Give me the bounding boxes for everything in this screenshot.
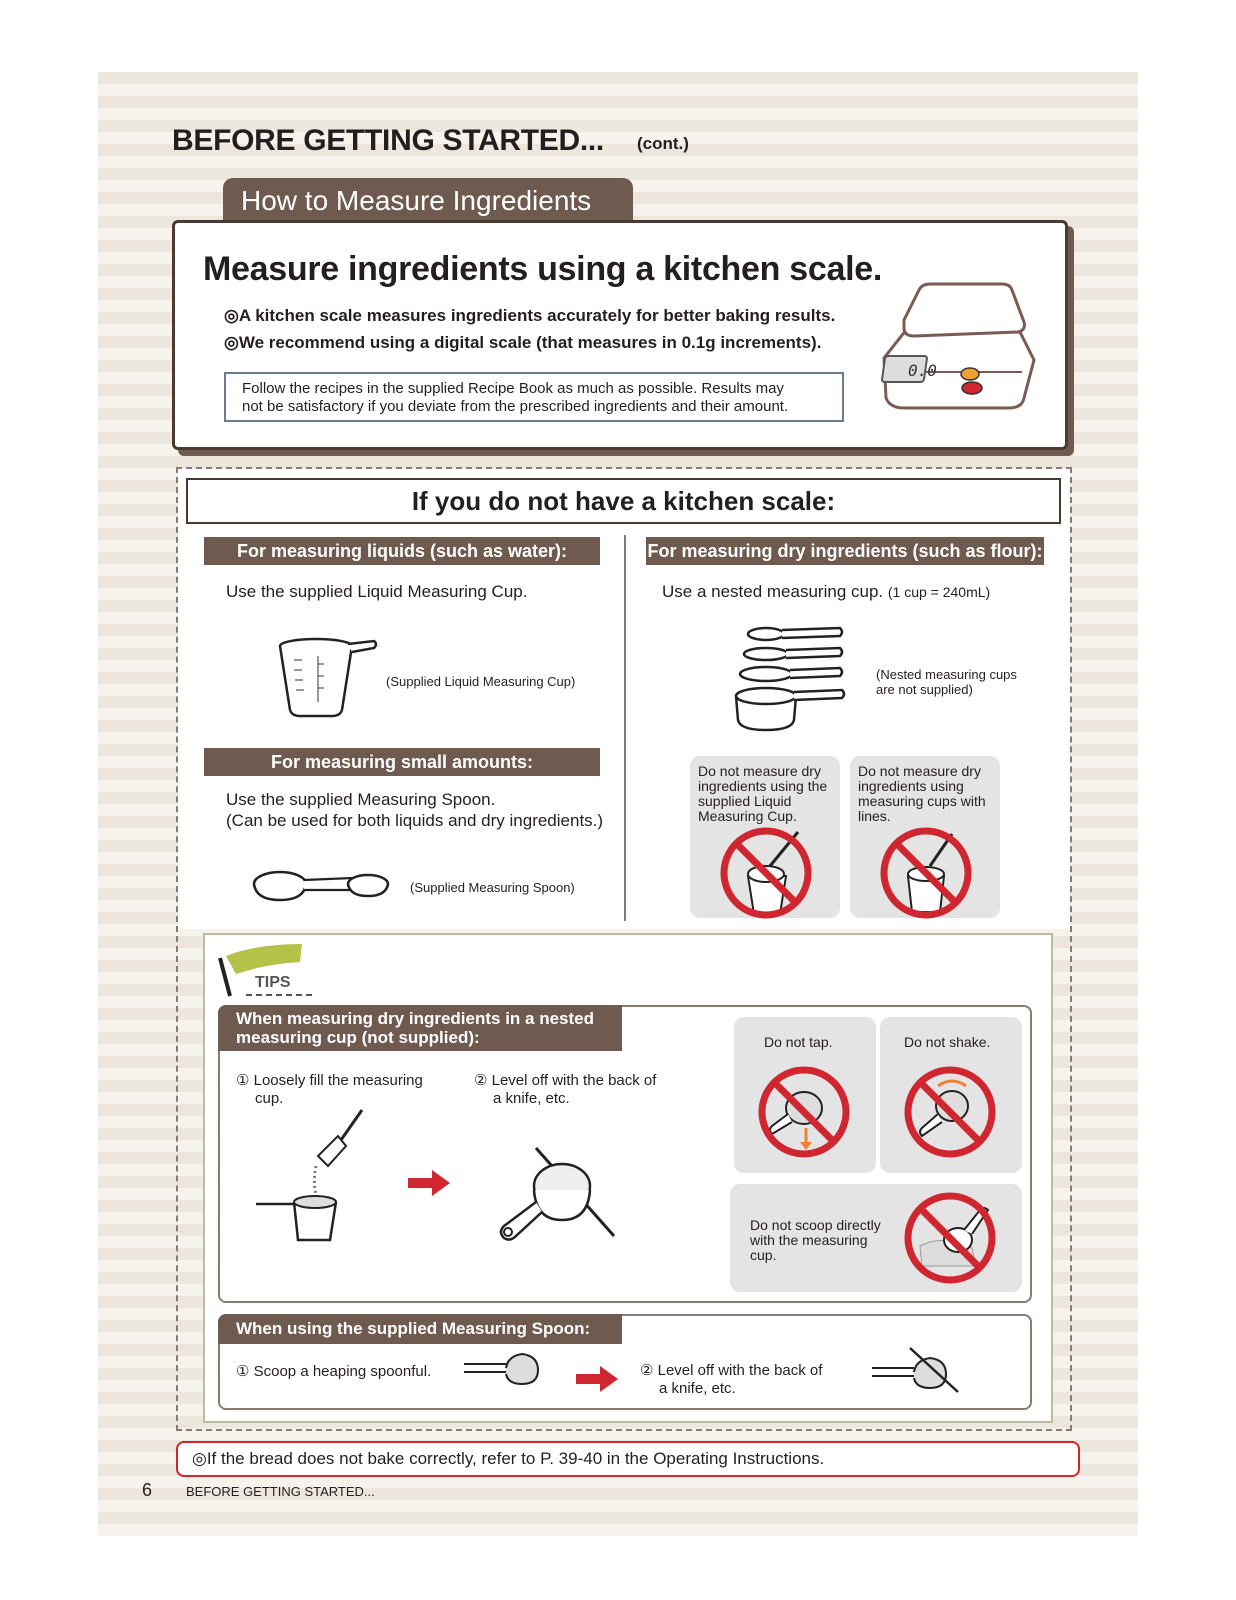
column-divider [624,535,626,921]
warning-line: Do not measure dry [858,763,981,779]
scale-bullet-1: ◎A kitchen scale measures ingredients accurately for better baking results. [224,306,836,325]
warning-line: Measuring Cup. [698,808,797,824]
dont-tap-text: Do not tap. [764,1034,833,1050]
dry-label: For measuring dry ingredients (such as flour): [646,537,1044,565]
measuring-spoon-icon [252,866,392,906]
page-title-cont: (cont.) [637,134,689,153]
troubleshoot-note: ◎If the bread does not bake correctly, refer to P. 39-40 in the Operating Instructions. [176,1441,1080,1477]
arrow-right-icon [408,1170,450,1196]
nested-cups-caption [876,667,1017,697]
spoon-tips-label: When using the supplied Measuring Spoon: [218,1314,622,1344]
small-amounts-text-2: (Can be used for both liquids and dry ingredients.) [226,811,604,830]
nested-step-2 [474,1072,656,1108]
nested-tips-label-2: measuring cup (not supplied): [236,1028,480,1047]
footer-section: BEFORE GETTING STARTED... [186,1484,375,1499]
warning-line: ingredients using [858,778,964,794]
prohibited-lined-cup-icon [878,826,974,920]
dont-scoop-line: with the measuring [750,1232,868,1248]
recipe-note-line-2: not be satisfactory if you deviate from the prescribed ingredients and their amount. [242,398,789,415]
prohibited-tap-icon [756,1064,852,1160]
dont-scoop-line: Do not scoop directly [750,1217,881,1233]
nested-cups-caption-2: are not supplied) [876,682,973,697]
warning-line: Do not measure dry [698,763,821,779]
dry-text [662,582,990,602]
nested-step-2-line-2: a knife, etc. [493,1090,570,1107]
prohibited-shake-icon [902,1064,998,1160]
liquids-label: For measuring liquids (such as water): [204,537,600,565]
warning-line: measuring cups with [858,793,986,809]
warning-text-lined-cup [858,764,986,824]
warning-line: lines. [858,808,891,824]
spoon-step-1: ① Scoop a heaping spoonful. [236,1363,432,1380]
heaping-spoon-illustration [462,1350,542,1390]
scale-display: 0.0 [908,361,937,380]
tips-label: TIPS [255,974,291,991]
spoon-caption: (Supplied Measuring Spoon) [410,880,575,895]
nested-cups-caption-1: (Nested measuring cups [876,667,1017,682]
no-scale-heading: If you do not have a kitchen scale: [186,478,1061,524]
nested-tips-label [218,1005,622,1051]
warning-line: supplied Liquid [698,793,792,809]
arrow-right-icon [576,1366,618,1392]
small-amounts-text-1: Use the supplied Measuring Spoon. [226,790,496,809]
dont-scoop-text [750,1218,881,1263]
fill-cup-illustration [254,1106,374,1246]
scale-heading: Measure ingredients using a kitchen scale. [203,250,882,288]
liquids-text: Use the supplied Liquid Measuring Cup. [226,582,528,601]
nested-step-1-line-1: ① Loosely fill the measuring [236,1072,423,1089]
recipe-note-line-1: Follow the recipes in the supplied Recipe Book as much as possible. Results may [242,380,784,397]
liquid-cup-caption: (Supplied Liquid Measuring Cup) [386,674,576,689]
prohibited-liquid-cup-icon [718,826,814,920]
dont-shake-text: Do not shake. [904,1034,991,1050]
nested-step-1-line-2: cup. [255,1090,284,1107]
spoon-step-2-line-2: a knife, etc. [659,1380,736,1397]
warning-line: ingredients using the [698,778,828,794]
nested-step-1 [236,1072,423,1108]
dry-text-main: Use a nested measuring cup. [662,582,884,601]
liquid-measuring-cup-icon [278,636,380,720]
nested-step-2-line-1: ② Level off with the back of [474,1072,657,1089]
nested-tips-label-1: When measuring dry ingredients in a nested [236,1009,595,1028]
level-spoon-illustration [870,1344,962,1396]
tips-underline [246,994,312,996]
section-tab: How to Measure Ingredients [223,178,633,222]
page-title: BEFORE GETTING STARTED... [172,124,604,157]
spoon-step-2-line-1: ② Level off with the back of [640,1362,823,1379]
kitchen-scale-icon [874,280,1042,420]
spoon-step-2 [640,1362,822,1398]
nested-measuring-cups-icon [730,618,848,734]
prohibited-scoop-icon [902,1190,998,1286]
warning-text-liquid-cup [698,764,827,824]
dont-scoop-line: cup. [750,1247,777,1263]
page-number: 6 [142,1480,153,1500]
level-cup-illustration [496,1140,620,1250]
scale-bullet-2: ◎We recommend using a digital scale (that measures in 0.1g increments). [224,333,822,352]
recipe-note [224,372,844,422]
dry-text-small: (1 cup = 240mL) [887,584,991,600]
small-amounts-label: For measuring small amounts: [204,748,600,776]
